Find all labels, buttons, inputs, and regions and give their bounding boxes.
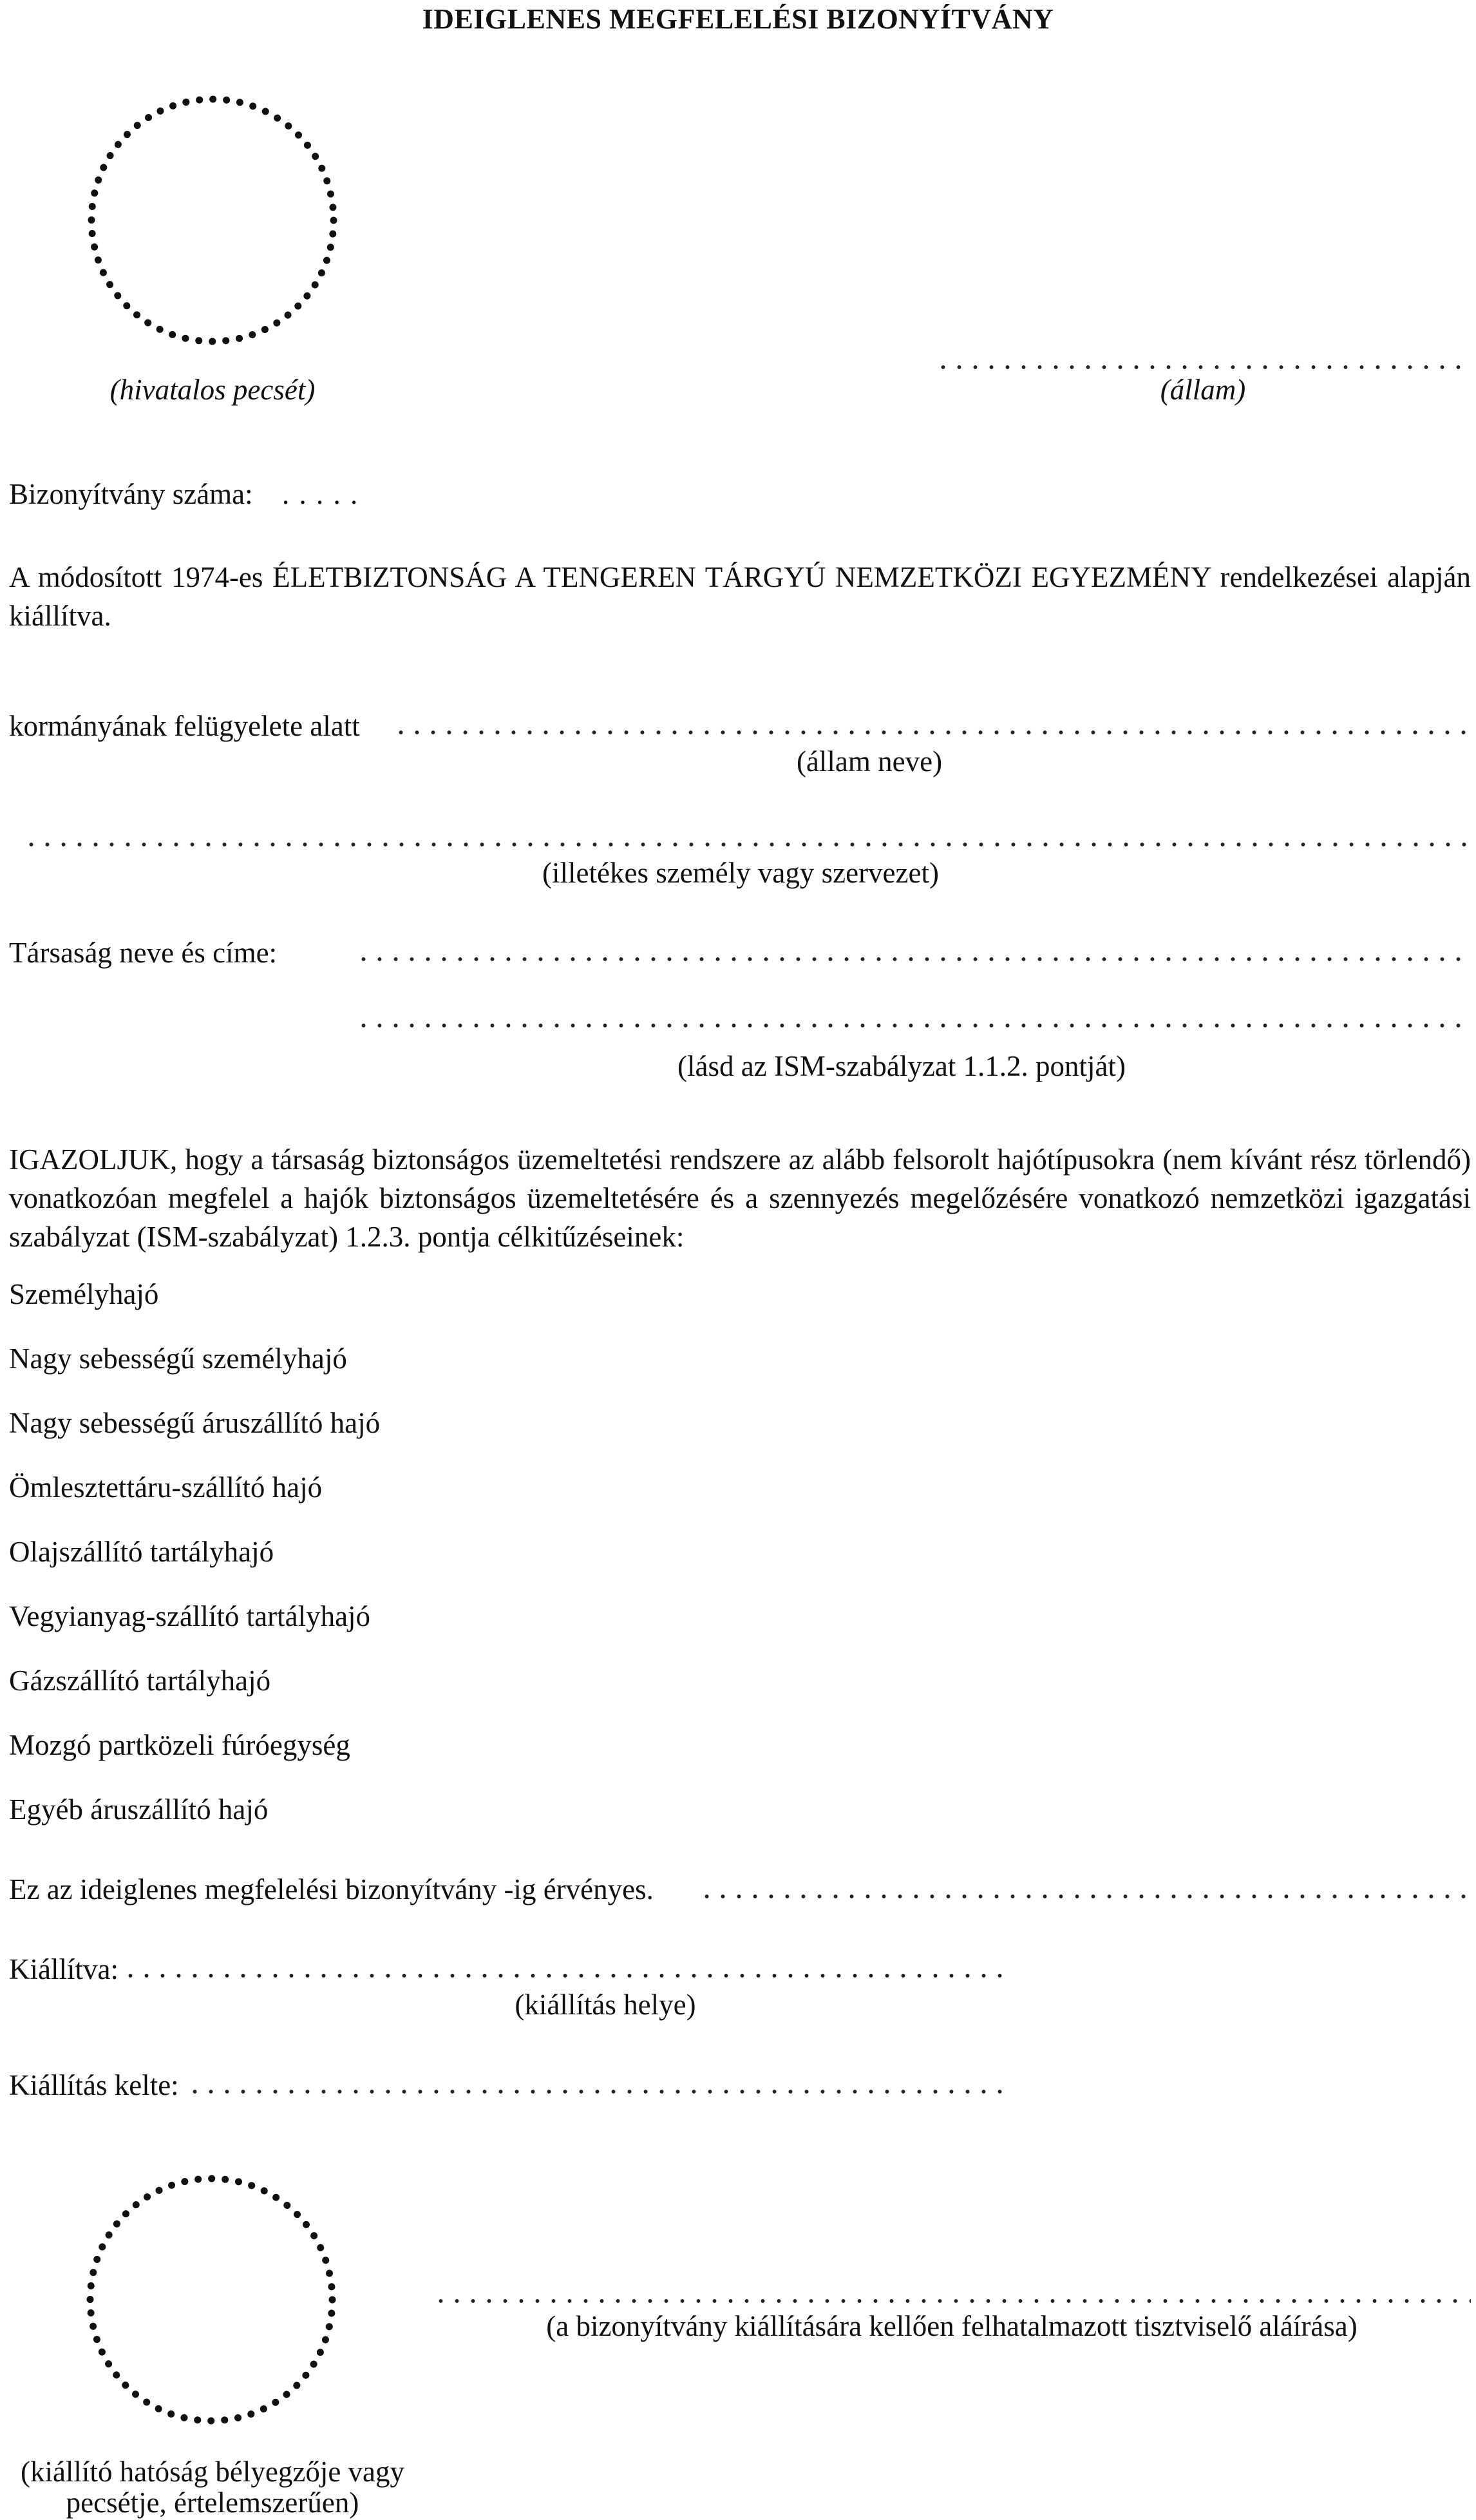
government-dotted-field[interactable] bbox=[393, 728, 1471, 737]
ship-type-item: Ömlesztettáru-szállító hajó bbox=[9, 1471, 323, 1503]
company-caption: (lásd az ISM-szabályzat 1.1.2. pontját) bbox=[677, 1050, 1126, 1082]
company-dotted-field-2[interactable] bbox=[355, 1021, 1471, 1030]
issue-date-label: Kiállítás kelte: bbox=[9, 2069, 179, 2101]
issued-place-caption: (kiállítás helye) bbox=[515, 1989, 696, 2021]
state-caption: (állam) bbox=[1160, 374, 1246, 406]
document-title: IDEIGLENES MEGFELELÉSI BIZONYÍTVÁNY bbox=[422, 3, 1054, 35]
ship-type-item: Személyhajó bbox=[9, 1278, 159, 1310]
state-dotted-field[interactable] bbox=[935, 363, 1471, 372]
government-label: kormányának felügyelete alatt bbox=[9, 710, 360, 742]
company-dotted-field-1[interactable] bbox=[355, 955, 1471, 964]
official-seal-caption: (hivatalos pecsét) bbox=[109, 374, 316, 406]
validity-dotted-field[interactable] bbox=[699, 1892, 1471, 1901]
person-dotted-field[interactable] bbox=[23, 840, 1471, 849]
official-seal-circle bbox=[82, 90, 343, 351]
signature-caption: (a bizonyítvány kiállítására kellően felhatalmazott tisztviselő aláírása) bbox=[546, 2310, 1358, 2342]
issued-place-label: Kiállítva: bbox=[9, 1953, 118, 1985]
ship-type-item: Vegyianyag-szállító tartályhajó bbox=[9, 1600, 371, 1632]
certification-text: IGAZOLJUK, hogy a társaság biztonságos üzemeltetési rendszere az alább felsorolt hajótípusokra (nem kívánt rész törlendő) vonatkozóan megfelel a hajók biztonságos üzemeltetésére és a szennyezés megelőzésére vonatkozó nemzetközi igazgatási szabályzat (ISM-szabályzat) 1.2.3. pontja célkitűzéseinek: bbox=[9, 1143, 1471, 1253]
company-label: Társaság neve és címe: bbox=[9, 937, 278, 969]
person-caption: (illetékes személy vagy szervezet) bbox=[542, 857, 939, 889]
ship-type-item: Gázszállító tartályhajó bbox=[9, 1665, 271, 1697]
ship-type-item: Nagy sebességű személyhajó bbox=[9, 1342, 347, 1375]
issue-date-dotted-field[interactable] bbox=[187, 2087, 1005, 2096]
stamp-caption-line-2: pecsétje, értelemszerűen) bbox=[66, 2487, 359, 2519]
ship-type-item: Olajszállító tartályhajó bbox=[9, 1536, 274, 1568]
issuing-authority-seal-circle bbox=[81, 2170, 342, 2430]
stamp-caption-line-1: (kiállító hatóság bélyegzője vagy bbox=[20, 2456, 405, 2488]
government-caption: (állam neve) bbox=[796, 745, 943, 778]
validity-label: Ez az ideiglenes megfelelési bizonyítvány -ig érvényes. bbox=[9, 1873, 654, 1905]
issued-place-dotted-field[interactable] bbox=[122, 1971, 1005, 1980]
certificate-number-dots[interactable]: . . . . . bbox=[282, 478, 359, 510]
ship-type-item: Mozgó partközeli fúróegység bbox=[9, 1729, 350, 1761]
signature-dotted-field[interactable] bbox=[433, 2296, 1471, 2305]
intro-text: A módosított 1974-es ÉLETBIZTONSÁG A TENGEREN TÁRGYÚ NEMZETKÖZI EGYEZMÉNY rendelkezései alapján kiállítva. bbox=[9, 561, 1471, 632]
ship-type-item: Egyéb áruszállító hajó bbox=[9, 1793, 269, 1826]
certificate-number-label: Bizonyítvány száma: bbox=[9, 478, 253, 510]
ship-type-item: Nagy sebességű áruszállító hajó bbox=[9, 1407, 381, 1439]
